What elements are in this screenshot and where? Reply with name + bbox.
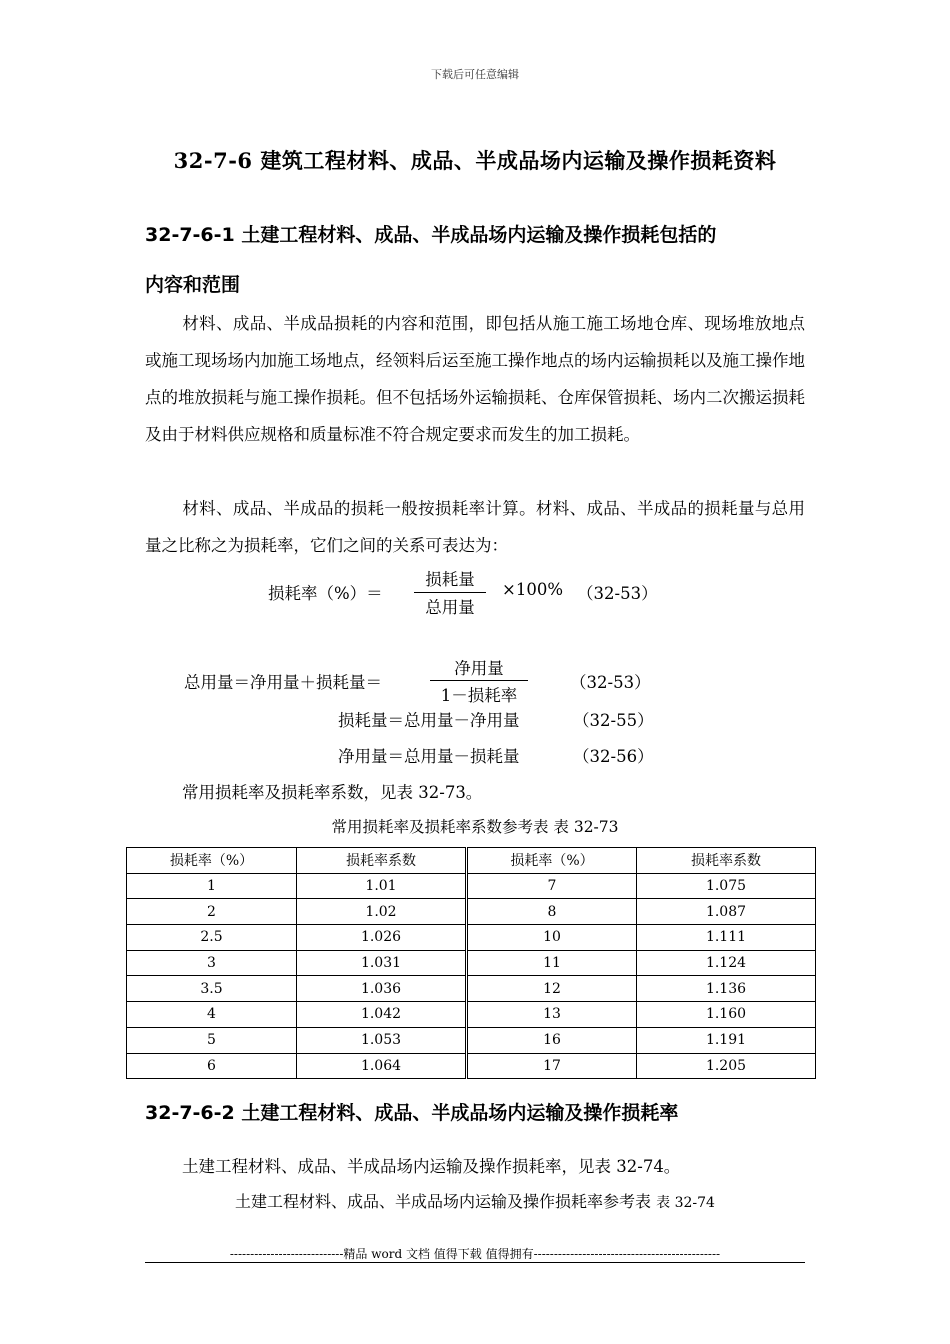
table-cell: 1.026 <box>297 925 467 951</box>
table-cell: 2 <box>127 899 297 925</box>
formula-1-tail: ×100% <box>502 580 563 599</box>
table-row <box>127 1053 816 1079</box>
table-cell: 1.087 <box>637 899 816 925</box>
see-table-text: 常用损耗率及损耗率系数，见表 32-73。 <box>182 783 483 802</box>
table-73-caption-title: 常用损耗率及损耗率系数参考表 <box>331 818 549 836</box>
footer-divider <box>145 1262 805 1263</box>
loss-rate-table <box>126 847 816 1079</box>
section-heading-1: 32-7-6-1 土建工程材料、成品、半成品场内运输及操作损耗包括的 <box>145 224 717 246</box>
table-cell: 1.111 <box>637 925 816 951</box>
table-row <box>127 976 816 1002</box>
table-cell: 7 <box>467 873 637 899</box>
table-cell: 1.075 <box>637 873 816 899</box>
footer-note: ----------------------------精品 word 文档 值得下载 值得拥有---------------------------------------------- <box>229 1247 721 1261</box>
table-74-caption-number: 表 32-74 <box>656 1195 715 1211</box>
table-row <box>127 873 816 899</box>
formula-2-lhs: 总用量＝净用量＋损耗量＝ <box>184 673 382 692</box>
table-cell: 1.02 <box>297 899 467 925</box>
section-heading-1-cont: 内容和范围 <box>145 274 241 296</box>
table-cell: 1.036 <box>297 976 467 1002</box>
table-73-caption <box>0 815 950 837</box>
table-cell: 2.5 <box>127 925 297 951</box>
table-cell: 8 <box>467 899 637 925</box>
table-74-caption <box>0 1189 950 1212</box>
table-header-row <box>127 848 816 874</box>
table-cell: 1.053 <box>297 1027 467 1053</box>
paragraph-scope: 材料、成品、半成品损耗的内容和范围，即包括从施工施工场地仓库、现场堆放地点或施工现场场内加施工场地点，经领料后运至施工操作地点的场内运输损耗以及施工操作地点的堆放损耗与施工操作损耗。但不包括场外运输损耗、仓库保管损耗、场内二次搬运损耗及由于材料供应规格和质量标准不符合规定要求而发生的加工损耗。 <box>145 314 805 444</box>
table-row <box>127 925 816 951</box>
table-cell: 1.205 <box>637 1053 816 1079</box>
table-cell: 16 <box>467 1027 637 1053</box>
table-cell: 10 <box>467 925 637 951</box>
formula-3-number: （32-55） <box>573 711 654 730</box>
formula-2-denominator: 1－损耗率 <box>440 686 518 705</box>
table-cell: 5 <box>127 1027 297 1053</box>
formula-1-number: （32-53） <box>577 584 658 603</box>
table-cell: 1 <box>127 873 297 899</box>
header-loss-rate: 损耗率（%） <box>127 848 297 874</box>
table-cell: 4 <box>127 1002 297 1028</box>
header-note: 下载后可任意编辑 <box>431 68 519 81</box>
table-cell: 3 <box>127 950 297 976</box>
table-cell: 1.042 <box>297 1002 467 1028</box>
table-cell: 1.031 <box>297 950 467 976</box>
table-cell: 1.01 <box>297 873 467 899</box>
table-cell: 6 <box>127 1053 297 1079</box>
table-cell: 17 <box>467 1053 637 1079</box>
table-cell: 11 <box>467 950 637 976</box>
formula-1-fraction-bar <box>414 592 486 593</box>
formula-1-numerator: 损耗量 <box>425 570 475 589</box>
table-row <box>127 950 816 976</box>
table-cell: 1.124 <box>637 950 816 976</box>
table-cell: 3.5 <box>127 976 297 1002</box>
table-cell: 1.191 <box>637 1027 816 1053</box>
formula-3: 损耗量＝总用量－净用量 <box>338 711 520 730</box>
formula-2-fraction-bar <box>430 680 528 681</box>
formula-4-number: （32-56） <box>573 747 654 766</box>
paragraph-see-table-74: 土建工程材料、成品、半成品场内运输及操作损耗率，见表 32-74。 <box>182 1157 681 1176</box>
formula-2-number: （32-53） <box>570 673 651 692</box>
table-cell: 1.136 <box>637 976 816 1002</box>
header-coefficient: 损耗率系数 <box>297 848 467 874</box>
formula-1-lhs: 损耗率（%）＝ <box>268 584 383 603</box>
page-title: 32-7-6 建筑工程材料、成品、半成品场内运输及操作损耗资料 <box>173 148 777 173</box>
table-cell: 1.160 <box>637 1002 816 1028</box>
table-cell: 13 <box>467 1002 637 1028</box>
table-row <box>127 1002 816 1028</box>
header-loss-rate: 损耗率（%） <box>467 848 637 874</box>
table-row <box>127 899 816 925</box>
formula-4: 净用量＝总用量－损耗量 <box>338 747 520 766</box>
section-heading-2: 32-7-6-2 土建工程材料、成品、半成品场内运输及操作损耗率 <box>145 1102 679 1124</box>
table-74-caption-title: 土建工程材料、成品、半成品场内运输及操作损耗率参考表 <box>235 1192 652 1211</box>
table-73-caption-number: 表 32-73 <box>553 818 619 836</box>
formula-2-numerator: 净用量 <box>454 659 504 678</box>
paragraph-loss-rate: 材料、成品、半成品的损耗一般按损耗率计算。材料、成品、半成品的损耗量与总用量之比称之为损耗率，它们之间的关系可表达为： <box>145 499 805 555</box>
table-cell: 12 <box>467 976 637 1002</box>
header-coefficient: 损耗率系数 <box>637 848 816 874</box>
table-cell: 1.064 <box>297 1053 467 1079</box>
formula-1-denominator: 总用量 <box>425 598 475 617</box>
table-row <box>127 1027 816 1053</box>
